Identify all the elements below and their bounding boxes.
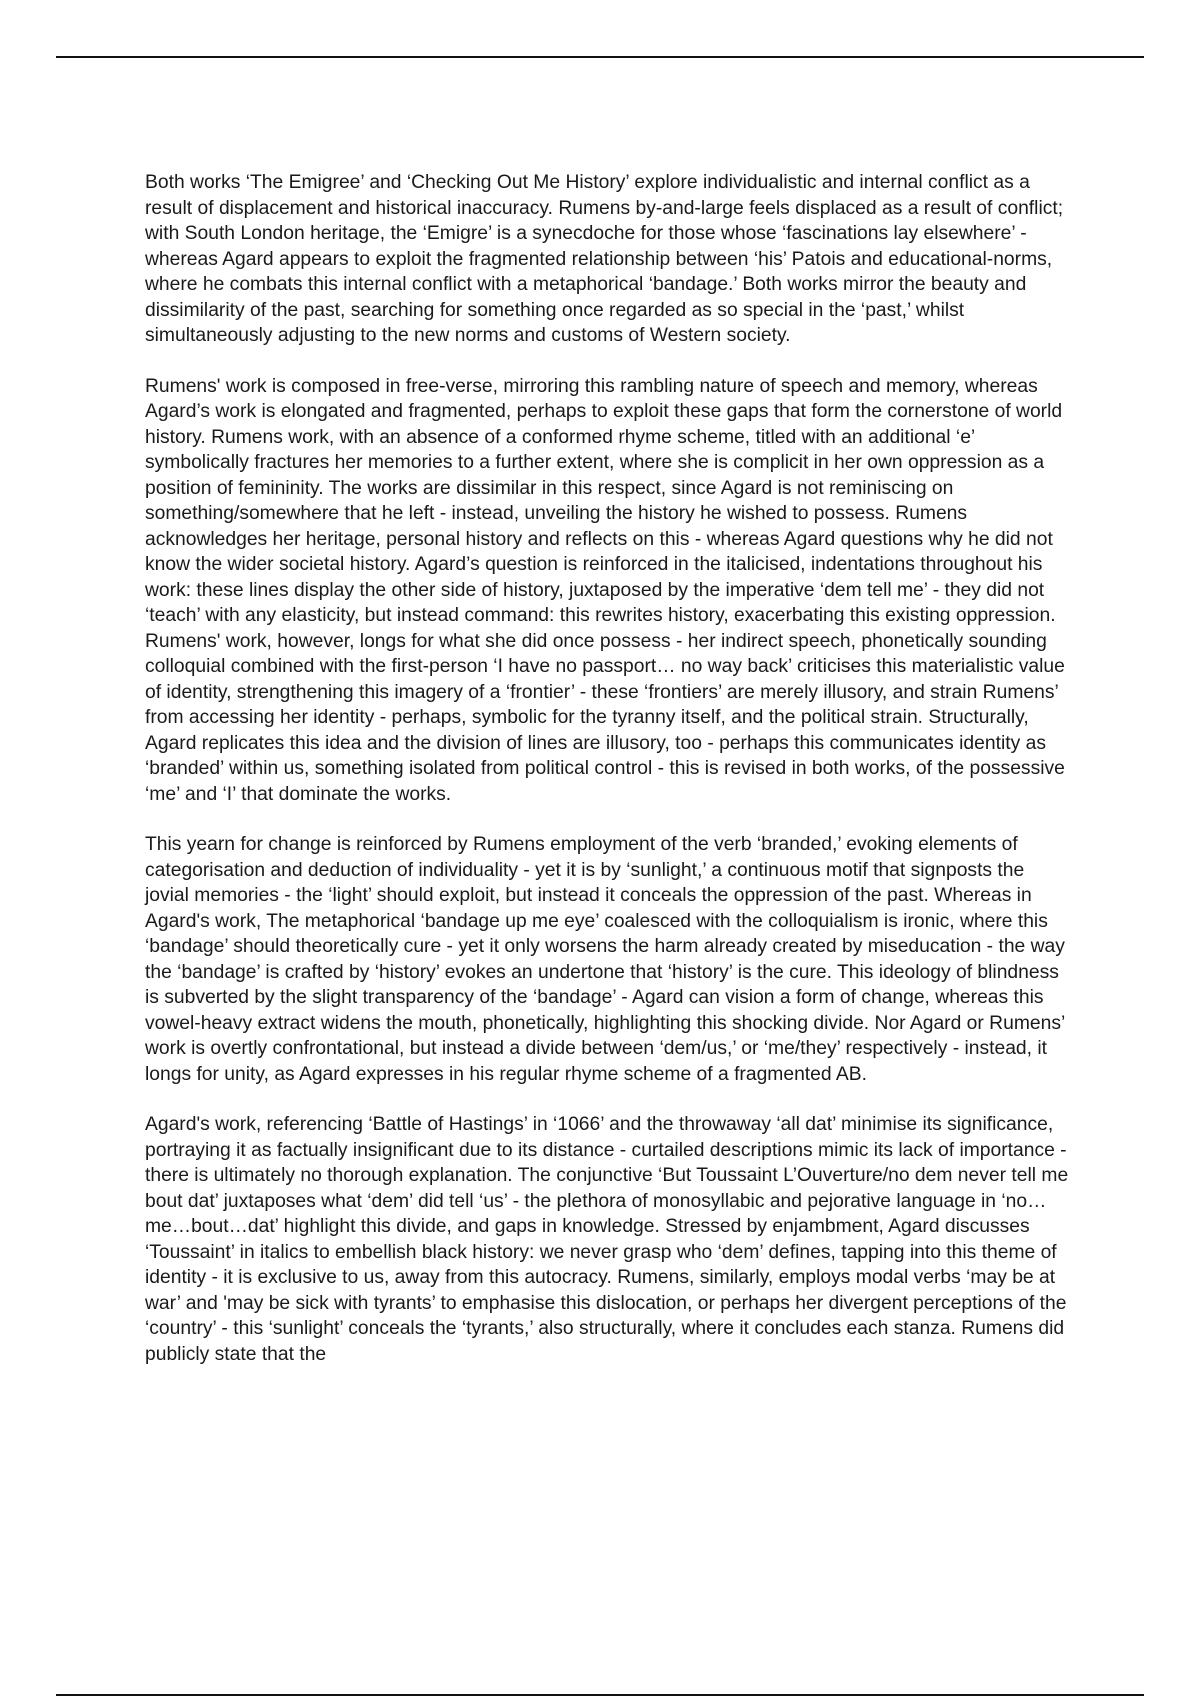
essay-paragraph-2: Rumens' work is composed in free-verse, mirroring this rambling nature of speech and memory, whereas Agard’s work is elongated and fragmented, perhaps to exploit these gaps that form the cornerstone of world history. Rumens work, with an absence of a conformed rhyme scheme, titled with an additional ‘e’ symbolically fractures her memories to a further extent, where she is complicit in her own oppression as a position of femininity. The works are dissimilar in this respect, since Agard is not reminiscing on something/somewhere that he left - instead, unveiling the history he wished to possess. Rumens acknowledges her heritage, personal history and reflects on this - whereas Agard questions why he did not know the wider societal history. Agard’s question is reinforced in the italicised, indentations throughout his work: these lines display the other side of history, juxtaposed by the imperative ‘dem tell me’ - they did not ‘teach’ with any elasticity, but instead command: this rewrites history, exacerbating this existing oppression. Rumens' work, however, longs for what she did once possess - her indirect speech, phonetically sounding colloquial combined with the first-person ‘I have no passport… no way back’ criticises this materialistic value of identity, strengthening this imagery of a ‘frontier’ - these ‘frontiers’ are merely illusory, and strain Rumens’ from accessing her identity - perhaps, symbolic for the tyranny itself, and the political strain. Structurally, Agard replicates this idea and the division of lines are illusory, too - perhaps this communicates identity as ‘branded’ within us, something isolated from political control - this is revised in both works, of the possessive ‘me’ and ‘I’ that dominate the works. (145, 375, 1065, 805)
essay-paragraph-1: Both works ‘The Emigree’ and ‘Checking Out Me History’ explore individualistic and internal conflict as a result of displacement and historical inaccuracy. Rumens by-and-large feels displaced as a result of conflict; with South London heritage, the ‘Emigre’ is a synecdoche for those whose ‘fascinations lay elsewhere’ - whereas Agard appears to exploit the fragmented relationship between ‘his’ Patois and educational-norms, where he combats this internal conflict with a metaphorical ‘bandage.’ Both works mirror the beauty and dissimilarity of the past, searching for something once regarded as so special in the ‘past,’ whilst simultaneously adjusting to the new norms and customs of Western society. (145, 172, 1064, 346)
header-rule (56, 56, 1144, 58)
essay-paragraph-3: This yearn for change is reinforced by Rumens employment of the verb ‘branded,’ evoking elements of categorisation and deduction of individuality - yet it is by ‘sunlight,’ a continuous motif that signposts the jovial memories - the ‘light’ should exploit, but instead it conceals the oppression of the past. Whereas in Agard's work, The metaphorical ‘bandage up me eye’ coalesced with the colloquialism is ironic, where this ‘bandage’ should theoretically cure - yet it only worsens the harm already created by miseducation - the way the ‘bandage’ is crafted by ‘history’ evokes an undertone that ‘history’ is the cure. This ideology of blindness is subverted by the slight transparency of the ‘bandage’ - Agard can vision a form of change, whereas this vowel-heavy extract widens the mouth, phonetically, highlighting this shocking divide. Nor Agard or Rumens’ work is overtly confrontational, but instead a divide between ‘dem/us,’ or ‘me/they’ respectively - instead, it longs for unity, as Agard expresses in his regular rhyme scheme of a fragmented AB. (145, 834, 1065, 1085)
essay-body (145, 170, 1070, 1392)
essay-paragraph-4: Agard's work, referencing ‘Battle of Hastings’ in ‘1066’ and the throwaway ‘all dat’ minimise its significance, portraying it as factually insignificant due to its distance - curtailed descriptions mimic its lack of importance - there is ultimately no thorough explanation. The conjunctive ‘But Toussaint L’Ouverture/no dem never tell me bout dat’ juxtaposes what ‘dem’ did tell ‘us’ - the plethora of monosyllabic and pejorative language in ‘no…me…bout…dat’ highlight this divide, and gaps in knowledge. Stressed by enjambment, Agard discusses ‘Toussaint’ in italics to embellish black history: we never grasp who ‘dem’ defines, tapping into this theme of identity - it is exclusive to us, away from this autocracy. Rumens, similarly, employs modal verbs ‘may be at war’ and 'may be sick with tyrants’ to emphasise this dislocation, or perhaps her divergent perceptions of the ‘country’ - this ‘sunlight’ conceals the ‘tyrants,’ also structurally, where it concludes each stanza. Rumens did publicly state that the (145, 1114, 1069, 1365)
footer-rule (56, 1694, 1144, 1696)
